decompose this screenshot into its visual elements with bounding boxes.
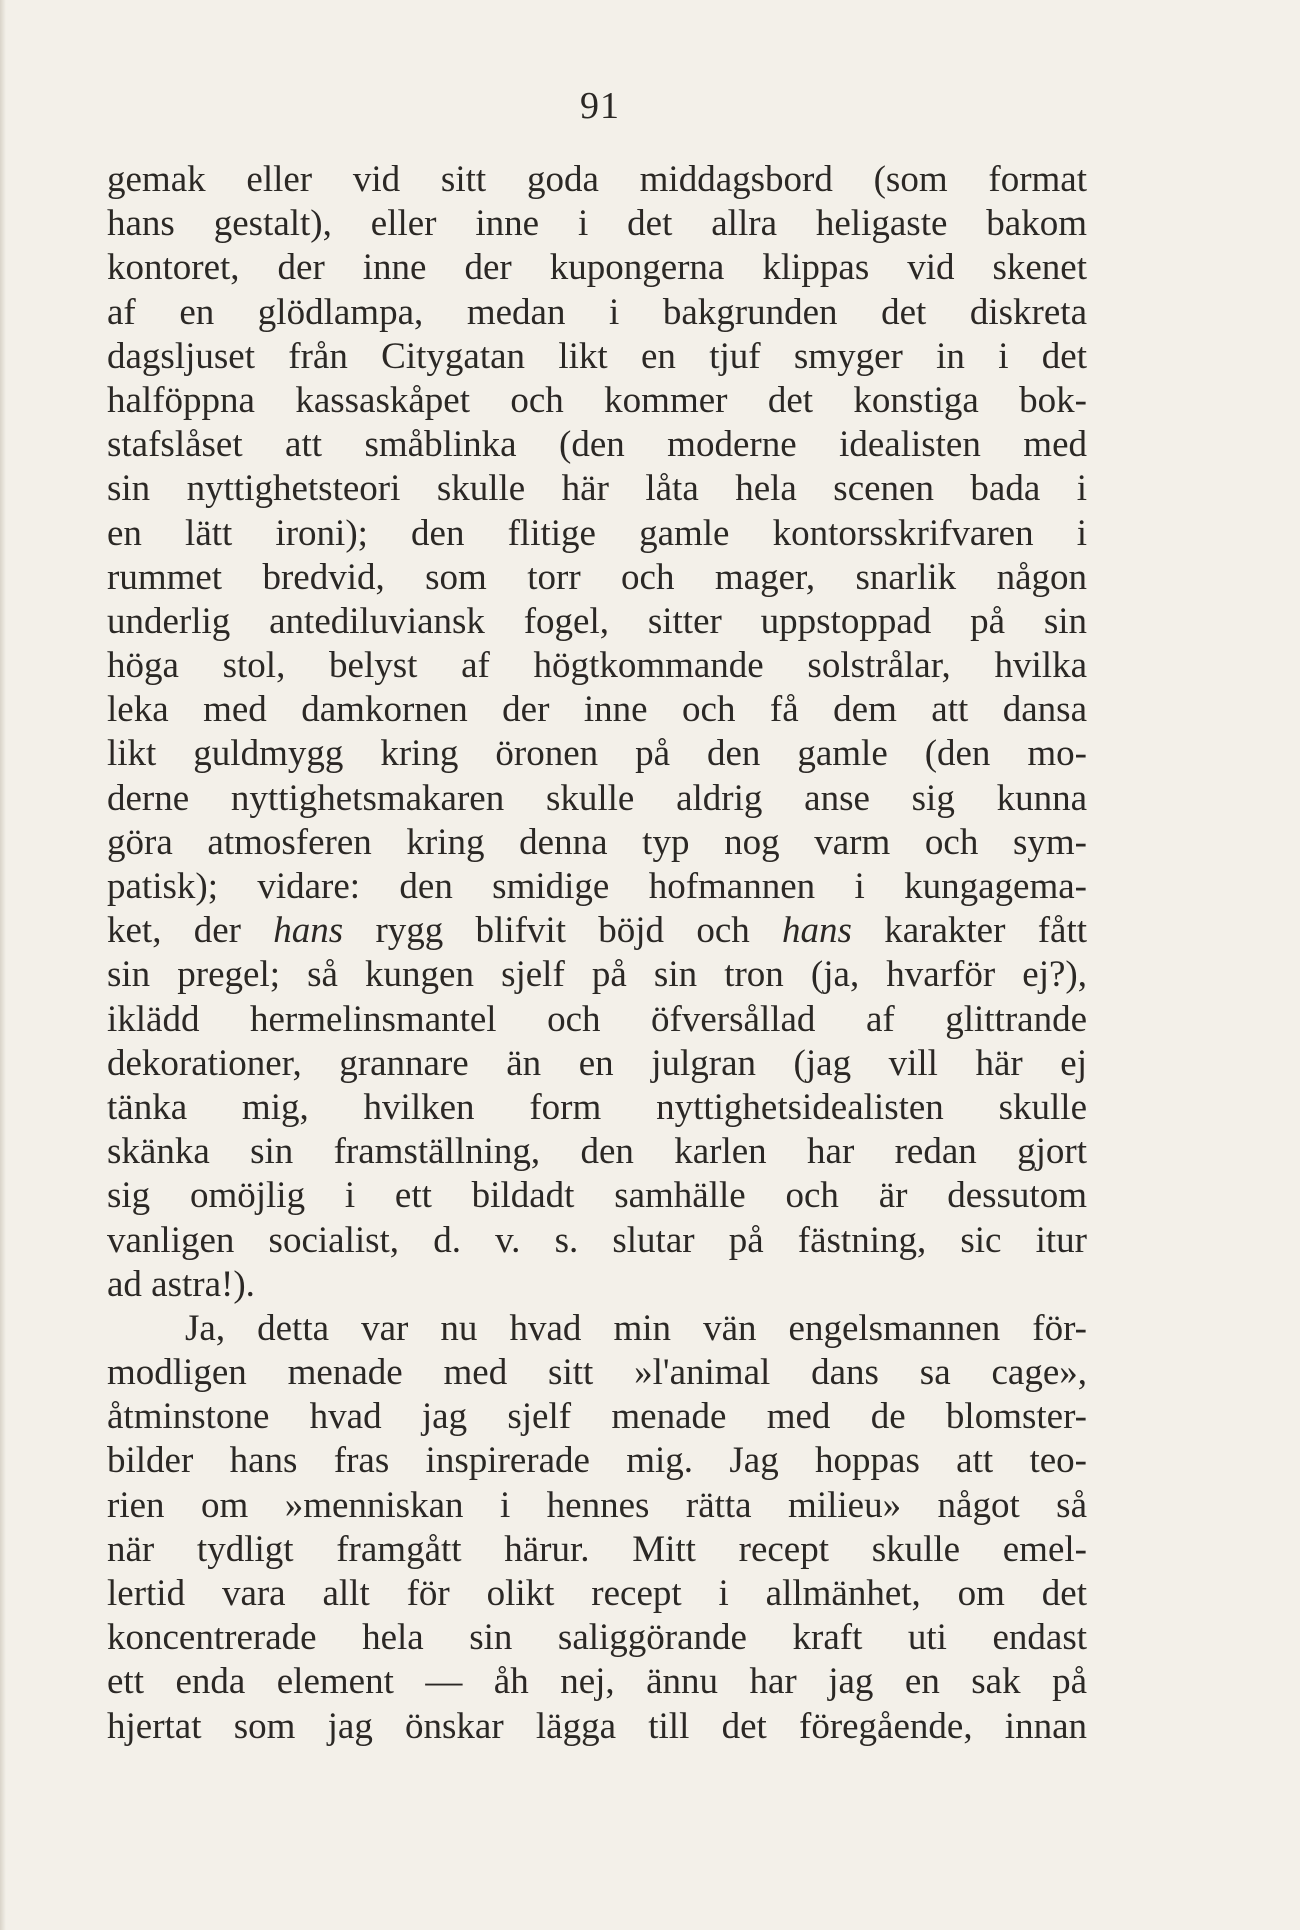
text-line: rien om »menniskan i hennes rätta milieu» något så bbox=[107, 1484, 1087, 1526]
text-line: dekorationer, grannare än en julgran (jag vill här ej bbox=[107, 1042, 1087, 1084]
text-line: derne nyttighetsmakaren skulle aldrig anse sig kunna bbox=[107, 777, 1087, 819]
text-line-with-italics bbox=[107, 909, 1087, 953]
text-line: dagsljuset från Citygatan likt en tjuf smyger in i det bbox=[107, 335, 1087, 377]
text-line: kontoret, der inne der kupongerna klippas vid skenet bbox=[107, 247, 1087, 289]
text-line: en lätt ironi); den flitige gamle kontorsskrifvaren i bbox=[107, 512, 1087, 554]
text-line: bilder hans fras inspirerade mig. Jag hoppas att teo- bbox=[107, 1440, 1087, 1482]
body-text bbox=[107, 158, 1087, 1749]
text-line: gemak eller vid sitt goda middagsbord (som format bbox=[107, 159, 1087, 200]
text-line: sig omöjlig i ett bildadt samhälle och är dessutom bbox=[107, 1175, 1087, 1217]
paragraph-start-line: Ja, detta var nu hvad min vän engelsmannen för- bbox=[185, 1307, 1087, 1349]
text-line: åtminstone hvad jag sjelf menade med de blomster- bbox=[107, 1396, 1087, 1438]
text-line: skänka sin framställning, den karlen har redan gjort bbox=[107, 1131, 1087, 1173]
text-line: likt guldmygg kring öronen på den gamle (den mo- bbox=[107, 733, 1087, 775]
text-line: underlig antediluviansk fogel, sitter uppstoppad på sin bbox=[107, 600, 1087, 642]
text-line: tänka mig, hvilken form nyttighetsidealisten skulle bbox=[107, 1086, 1087, 1128]
page-edge-shadow bbox=[0, 0, 6, 1930]
text-line: hans gestalt), eller inne i det allra heligaste bakom bbox=[107, 203, 1087, 245]
text-fragment: karakter fått bbox=[851, 910, 1087, 952]
text-line: patisk); vidare: den smidige hofmannen i kungagema- bbox=[107, 866, 1087, 907]
text-fragment: rygg blifvit böjd och bbox=[343, 910, 783, 952]
text-line: leka med damkornen der inne och få dem att dansa bbox=[107, 689, 1087, 731]
text-line: lertid vara allt för olikt recept i allmänhet, om det bbox=[107, 1573, 1087, 1614]
text-fragment: ket, der bbox=[107, 910, 274, 952]
text-line: halföppna kassaskåpet och kommer det konstiga bok- bbox=[107, 379, 1087, 421]
page-number: 91 bbox=[580, 85, 620, 127]
text-line: höga stol, belyst af högtkommande solstrålar, hvilka bbox=[107, 645, 1087, 687]
text-line: sin pregel; så kungen sjelf på sin tron (ja, hvarför ej?), bbox=[107, 954, 1087, 996]
text-line: rummet bredvid, som torr och mager, snarlik någon bbox=[107, 556, 1087, 598]
text-line: stafslåset att småblinka (den moderne idealisten med bbox=[107, 424, 1087, 466]
italic-word: hans bbox=[782, 910, 852, 952]
italic-word: hans bbox=[273, 910, 344, 952]
paragraph-end-line: ad astra!). bbox=[107, 1263, 255, 1305]
text-line: modligen menade med sitt »l'animal dans sa cage», bbox=[107, 1352, 1087, 1394]
text-line: göra atmosferen kring denna typ nog varm och sym- bbox=[107, 821, 1087, 863]
text-line: hjertat som jag önskar lägga till det föregående, innan bbox=[107, 1705, 1087, 1747]
text-line: af en glödlampa, medan i bakgrunden det diskreta bbox=[107, 291, 1087, 333]
text-line: ett enda element — åh nej, ännu har jag en sak på bbox=[107, 1661, 1087, 1703]
text-line: när tydligt framgått härur. Mitt recept skulle emel- bbox=[107, 1528, 1087, 1570]
text-line: vanligen socialist, d. v. s. slutar på fästning, sic itur bbox=[107, 1219, 1087, 1261]
text-line: sin nyttighetsteori skulle här låta hela scenen bada i bbox=[107, 468, 1087, 510]
text-line: iklädd hermelinsmantel och öfversållad af glittrande bbox=[107, 998, 1087, 1040]
text-line: koncentrerade hela sin saliggörande kraft uti endast bbox=[107, 1617, 1087, 1659]
